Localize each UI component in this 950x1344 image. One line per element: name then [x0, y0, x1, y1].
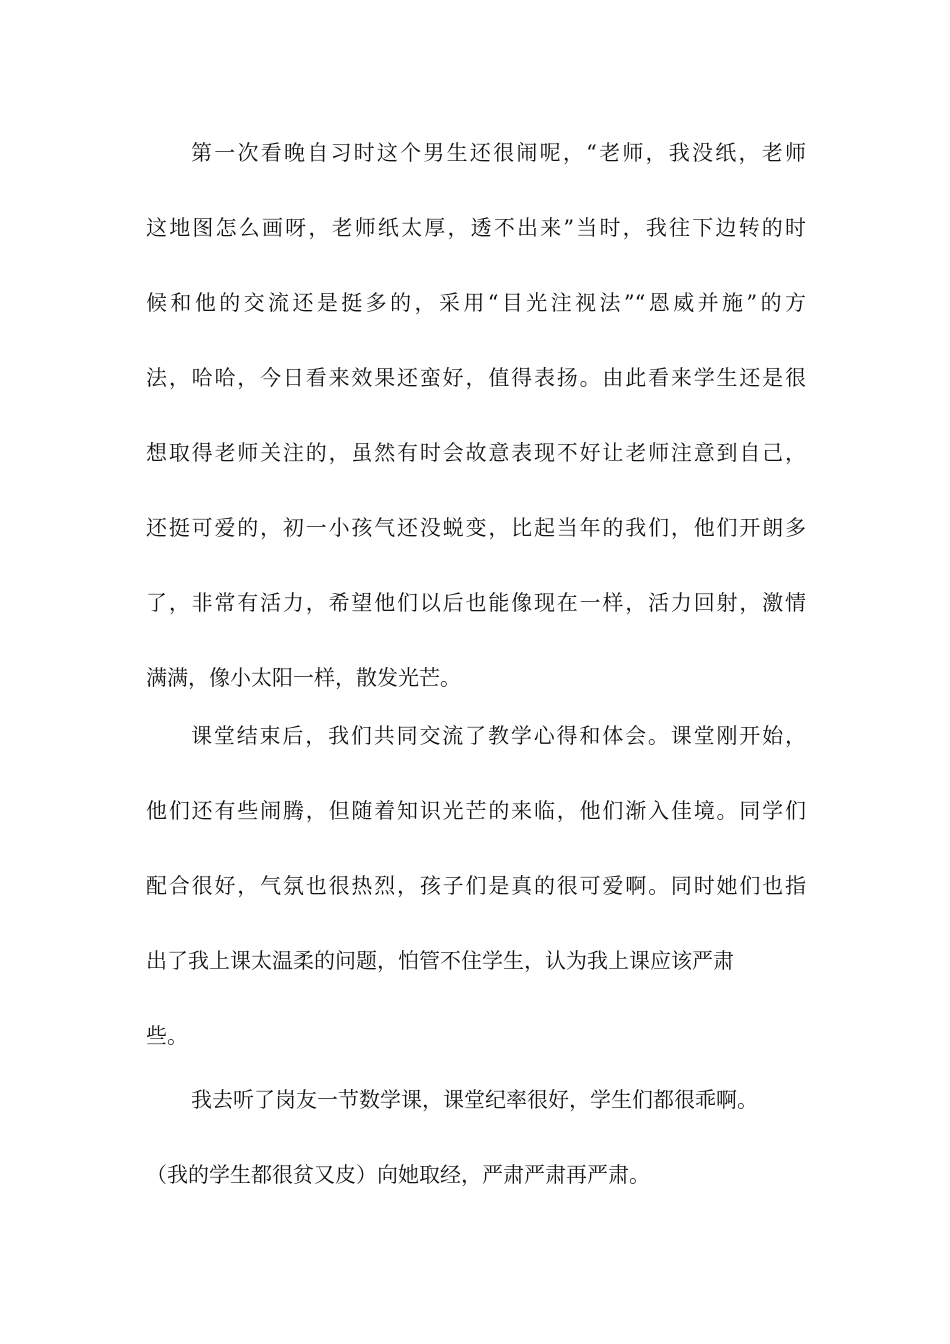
paragraph-2-line-5: 些。 — [146, 1024, 188, 1048]
paragraph-1-line-7: 了，非常有活力，希望他们以后也能像现在一样，活力回射，激情 — [146, 591, 806, 615]
paragraph-2-line-1: 课堂结束后，我们共同交流了教学心得和体会。课堂刚开始， — [191, 724, 806, 748]
paragraph-1-line-2: 这地图怎么画呀，老师纸太厚，透不出来”当时，我往下边转的时 — [146, 216, 806, 240]
paragraph-1-line-8: 满满，像小太阳一样，散发光芒。 — [146, 666, 461, 690]
paragraph-1-line-3: 候和他的交流还是挺多的，采用“目光注视法”“恩威并施”的方 — [146, 291, 806, 315]
paragraph-3-line-2: （我的学生都很贫又皮）向她取经，严肃严肃再严肃。 — [146, 1163, 650, 1187]
paragraph-2-line-3: 配合很好，气氛也很热烈，孩子们是真的很可爱啊。同时她们也指 — [146, 874, 806, 898]
paragraph-1-line-5: 想取得老师关注的，虽然有时会故意表现不好让老师注意到自己， — [146, 441, 806, 465]
paragraph-2-line-4: 出了我上课太温柔的问题，怕管不住学生，认为我上课应该严肃 — [146, 949, 734, 973]
paragraph-1-line-1: 第一次看晚自习时这个男生还很闹呢，“老师，我没纸，老师 — [191, 141, 806, 165]
paragraph-2-line-2: 他们还有些闹腾，但随着知识光芒的来临，他们渐入佳境。同学们 — [146, 799, 806, 823]
paragraph-1-line-6: 还挺可爱的，初一小孩气还没蜕变，比起当年的我们，他们开朗多 — [146, 516, 806, 540]
paragraph-3-line-1: 我去听了岗友一节数学课，课堂纪率很好，学生们都很乖啊。 — [191, 1088, 758, 1112]
paragraph-1-line-4: 法，哈哈，今日看来效果还蛮好，值得表扬。由此看来学生还是很 — [146, 366, 806, 390]
